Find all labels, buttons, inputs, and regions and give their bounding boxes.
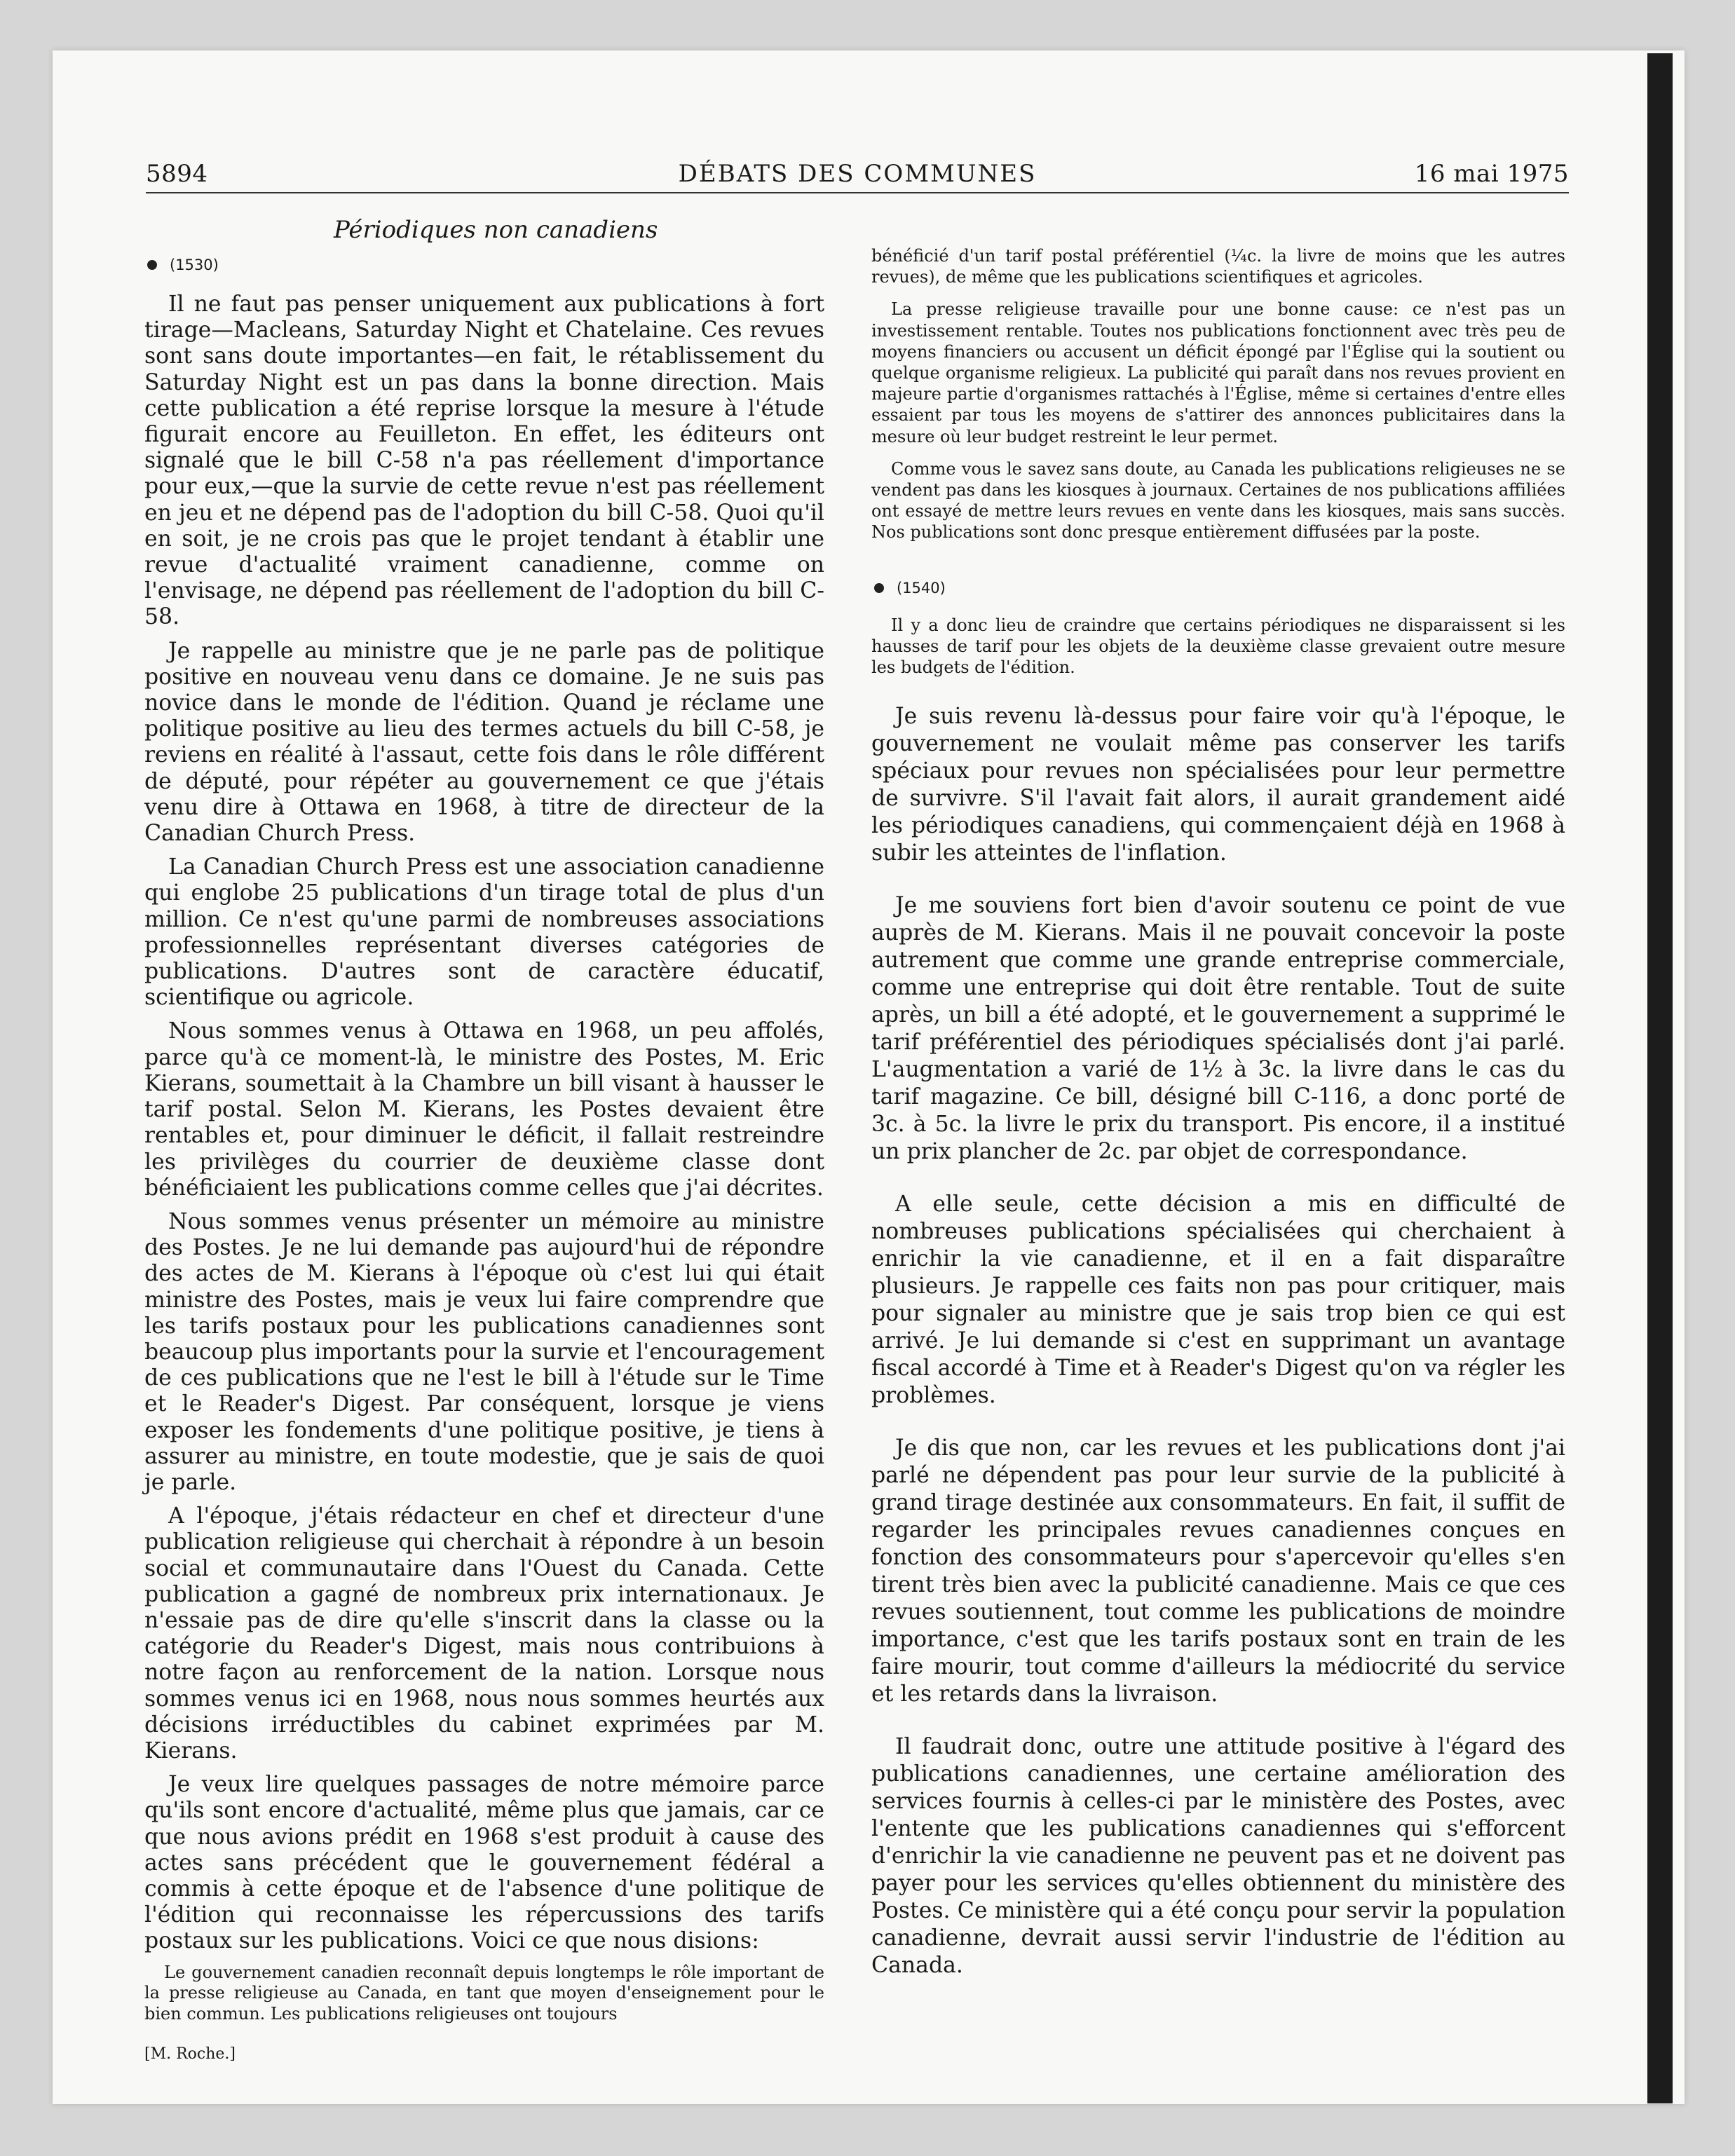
paragraph: Nous sommes venus à Ottawa en 1968, un peu affolés, parce qu'à ce moment-là, le ministre des Postes, M. Eric Kierans, soumettait à la Chambre un bill visant à hausser le tarif postal. Selon M. Kierans, les Postes devaient être rentables et, pour diminuer le déficit, il fallait restreindre les privilèges du courrier de deuxième classe dont bénéficiaient les publications comme celles que j'ai décrites. — [144, 1018, 824, 1201]
quoted-paragraph: Il y a donc lieu de craindre que certains périodiques ne disparaissent si les hausses de tarif pour les objets de la deuxième classe grevaient outre mesure les budgets de l'édition. — [871, 615, 1565, 678]
right-column — [871, 245, 1565, 2005]
page-number: 5894 — [146, 160, 208, 188]
speaker-attribution: [M. Roche.] — [144, 2045, 236, 2063]
paragraph: Je suis revenu là-dessus pour faire voir qu'à l'époque, le gouvernement ne voulait même pas conserver les tarifs spéciaux pour revues non spécialisées pour leur permettre de survivre. S'il l'avait fait alors, il aurait grandement aidé les périodiques canadiens, qui commençaient déjà en 1968 à subir les atteintes de l'inflation. — [871, 704, 1565, 866]
paragraph: Je dis que non, car les revues et les publications dont j'ai parlé ne dépendent pas pour leur survie de la publicité à grand tirage destinée aux consommateurs. En fait, il suffit de regarder les principales revues canadiennes conçues en fonction des consommateurs pour s'apercevoir qu'elles s'en tirent très bien avec la publicité canadienne. Mais ce que ces revues soutiennent, tout comme les publications de moindre importance, c'est que les tarifs postaux sont en train de les faire mourir, tout comme d'ailleurs la médiocrité du service et les retards dans la livraison. — [871, 1435, 1565, 1707]
paragraph: A elle seule, cette décision a mis en difficulté de nombreuses publications spécialisées qui cherchaient à enrichir la vie canadienne, et il en a fait disparaître plusieurs. Je rappelle ces faits non pas pour critiquer, mais pour signaler au ministre que je sais trop bien ce qui est arrivé. Je lui demande si c'est en supprimant un avantage fiscal accordé à Time et à Reader's Digest qu'on va régler les problèmes. — [871, 1192, 1565, 1409]
paragraph: La Canadian Church Press est une association canadienne qui englobe 25 publications d'un tirage total de plus d'un million. Ce n'est qu'une parmi de nombreuses associations professionnelles représentant diverses catégories de publications. D'autres sont de caractère éducatif, scientifique ou agricole. — [144, 854, 824, 1011]
quoted-paragraph: Le gouvernement canadien reconnaît depuis longtemps le rôle important de la presse religieuse au Canada, en tant que moyen d'enseignement pour le bien commun. Les publications religieuses ont toujours — [144, 1962, 824, 2024]
paragraph: Je veux lire quelques passages de notre mémoire parce qu'ils sont encore d'actualité, même plus que jamais, car ce que nous avions prédit en 1968 s'est produit à cause des actes sans précédent que le gouvernement fédéral a commis à cette époque et de l'absence d'une politique de l'édition qui reconnaisse les répercussions des tarifs postaux sur les publications. Voici ce que nous disions: — [144, 1772, 824, 1954]
paragraph: Il ne faut pas penser uniquement aux publications à fort tirage—Macleans, Saturday Night et Chatelaine. Ces revues sont sans doute importantes—en fait, le rétablissement du Saturday Night est un pas dans la bonne direction. Mais cette publication a été reprise lorsque la mesure à l'étude figurait encore au Feuilleton. En effet, les éditeurs ont signalé que le bill C-58 n'a pas réellement d'importance pour eux,—que la survie de cette revue n'est pas réellement en jeu et ne dépend pas de l'adoption du bill C-58. Quoi qu'il en soit, je ne crois pas que le projet tendant à établir une revue d'actualité vraiment canadienne, comme on l'envisage, ne dépend pas réellement de l'adoption du bill C-58. — [144, 292, 824, 630]
paragraph: Nous sommes venus présenter un mémoire au ministre des Postes. Je ne lui demande pas aujourd'hui de répondre des actes de M. Kierans à l'époque où c'est lui qui était ministre des Postes, mais je veux lui faire comprendre que les tarifs postaux pour les publications canadiennes sont beaucoup plus importants pour la survie et l'encouragement de ces publications que ne l'est le bill à l'étude sur le Time et le Reader's Digest. Par conséquent, lorsque je viens exposer les fondements d'une politique positive, je tiens à assurer au ministre, en toute modestie, que je sais de quoi je parle. — [144, 1208, 824, 1495]
left-column — [144, 210, 824, 2063]
issue-date: 16 mai 1975 — [1414, 160, 1569, 188]
paragraph: A l'époque, j'étais rédacteur en chef et directeur d'une publication religieuse qui cherchait à répondre à un besoin social et communautaire dans l'Ouest du Canada. Cette publication a gagné de nombreux prix internationaux. Je n'essaie pas de dire qu'elle s'inscrit dans la classe ou la catégorie du Reader's Digest, mais nous contribuions à notre façon au renforcement de la nation. Lorsque nous sommes venus ici en 1968, nous nous sommes heurtés aux décisions irréductibles du cabinet exprimées par M. Kierans. — [144, 1503, 824, 1763]
bullet-icon — [874, 583, 884, 593]
paragraph: Je me souviens fort bien d'avoir soutenu ce point de vue auprès de M. Kierans. Mais il ne pouvait concevoir la poste autrement que comme une grande entreprise commerciale, comme une entreprise qui doit être rentable. Tout de suite après, un bill a été adopté, et le gouvernement a supprimé le tarif préférentiel des périodiques spécialisés dont j'ai parlé. L'augmentation a varié de 1½ à 3c. la livre dans le cas du tarif magazine. Ce bill, désigné bill C-116, a donc porté de 3c. à 5c. la livre le prix du transport. Pis encore, il a institué un prix plancher de 2c. par objet de correspondance. — [871, 893, 1565, 1165]
quoted-paragraph: La presse religieuse travaille pour une bonne cause: ce n'est pas un investissement rentable. Toutes nos publications fonctionnent avec très peu de moyens financiers ou accusent un déficit épongé par l'Église qui la soutient ou quelque organisme religieux. La publicité qui paraît dans nos revues provient en majeure partie d'organismes rattachés à l'Église, même si certaines d'entre elles essaient par tous les moyens de s'attirer des annonces publicitaires dans la mesure où leur budget restreint le leur permet. — [871, 299, 1565, 446]
quoted-paragraph: bénéficié d'un tarif postal préférentiel (¼c. la livre de moins que les autres revues), de même que les publications scientifiques et agricoles. — [871, 246, 1565, 287]
quoted-paragraph: Comme vous le savez sans doute, au Canada les publications religieuses ne se vendent pas dans les kiosques à journaux. Certaines de nos publications affiliées ont essayé de mettre leurs revues en vente dans les kiosques, mais sans succès. Nos publications sont donc presque entièrement diffusées par la poste. — [871, 458, 1565, 543]
time-marker — [144, 257, 824, 273]
time-marker-label: (1540) — [897, 579, 946, 596]
publication-title: DÉBATS DES COMMUNES — [678, 160, 1037, 188]
time-marker — [871, 580, 1565, 596]
page-header — [146, 160, 1569, 193]
binding-edge — [1647, 53, 1673, 2103]
bullet-icon — [147, 260, 157, 270]
paragraph: Il faudrait donc, outre une attitude positive à l'égard des publications canadiennes, une certaine amélioration des services fournis à celles-ci par le ministère des Postes, avec l'entente que les publications canadiennes qui s'efforcent d'enrichir la vie canadienne ne peuvent pas et ne doivent pas payer pour les services qu'elles obtiennent du ministère des Postes. Ce ministère qui a été conçu pour servir la population canadienne, devrait aussi servir l'industrie de l'édition au Canada. — [871, 1734, 1565, 1979]
section-subtitle: Périodiques non canadiens — [334, 216, 658, 244]
paragraph: Je rappelle au ministre que je ne parle pas de politique positive en nouveau venu dans ce domaine. Je ne suis pas novice dans le monde de l'édition. Quand je réclame une politique positive au lieu des termes actuels du bill C-58, je reviens en réalité à l'assaut, cette fois dans le rôle différent de député, pour répéter au gouvernement ce que j'étais venu dire à Ottawa en 1968, à titre de directeur de la Canadian Church Press. — [144, 638, 824, 847]
time-marker-label: (1530) — [170, 257, 219, 273]
